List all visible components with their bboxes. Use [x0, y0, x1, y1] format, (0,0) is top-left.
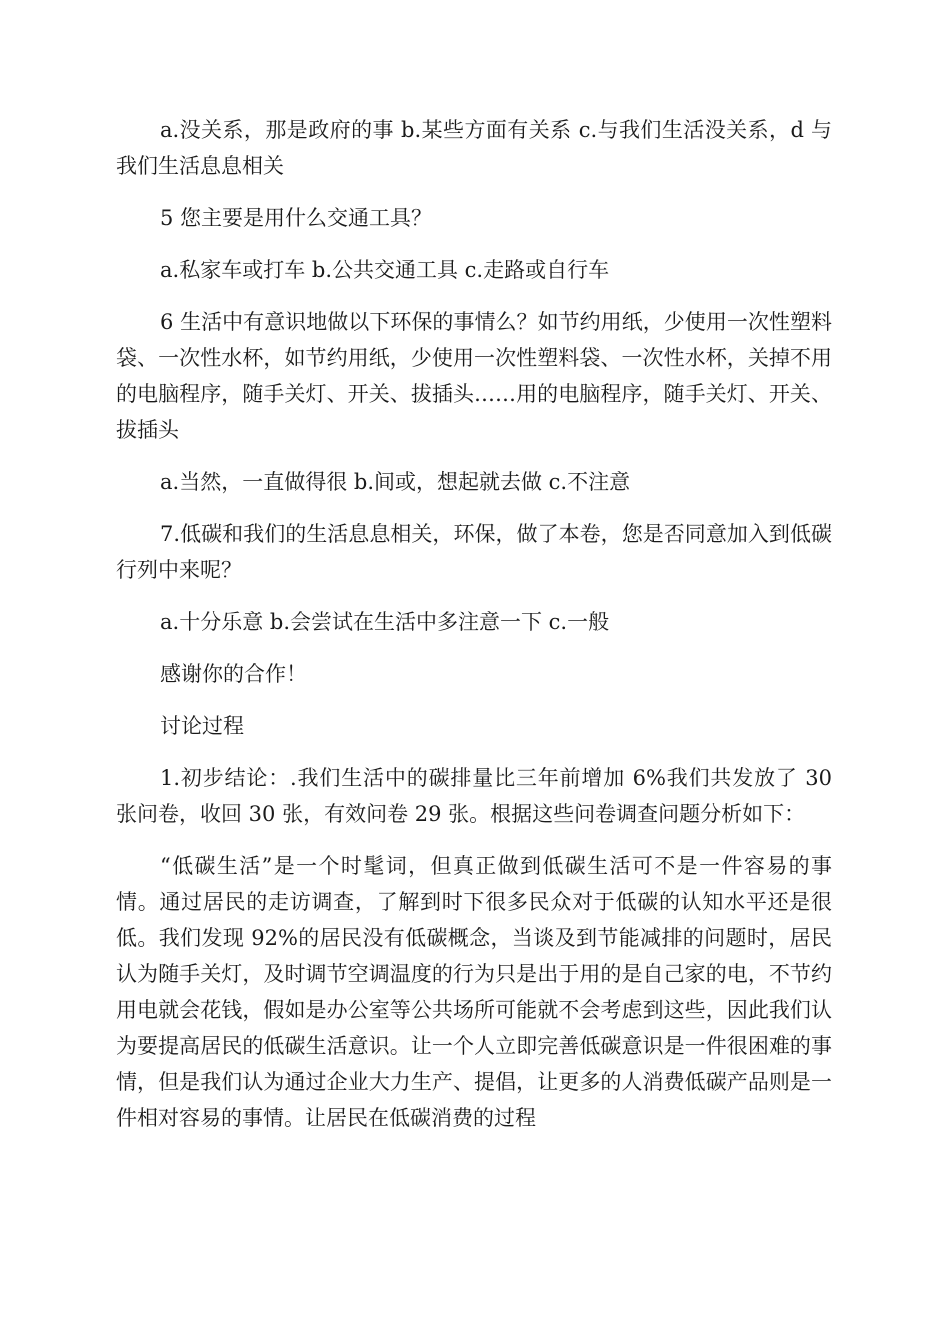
question-6: 6 生活中有意识地做以下环保的事情么？如节约用纸，少使用一次性塑料袋、一次性水杯，如节约用纸，少使用一次性塑料袋、一次性水杯，关掉不用的电脑程序，随手关灯、开关、拔插头……用的电脑程序，随手关灯、开关、拔插头: [116, 310, 832, 442]
question-7-options: a.十分乐意 b.会尝试在生活中多注意一下 c.一般: [160, 610, 610, 634]
preliminary-conclusion: 1.初步结论：.我们生活中的碳排量比三年前增加 6%我们共发放了 30 张问卷，收回 30 张，有效问卷 29 张。根据这些问卷调查问题分析如下：: [116, 766, 832, 826]
question-4-options: a.没关系，那是政府的事 b.某些方面有关系 c.与我们生活没关系，d 与我们生活息息相关: [116, 118, 832, 178]
analysis-paragraph: “低碳生活”是一个时髦词，但真正做到低碳生活可不是一件容易的事情。通过居民的走访调查，了解到时下很多民众对于低碳的认知水平还是很低。我们发现 92%的居民没有低碳概念，当谈及到节能减排的问题时，居民认为随手关灯，及时调节空调温度的行为只是出于用的是自己家的电，不节约用电就会花钱，假如是办公室等公共场所可能就不会考虑到这些，因此我们认为要提高居民的低碳生活意识。让一个人立即完善低碳意识是一件很困难的事情，但是我们认为通过企业大力生产、提倡，让更多的人消费低碳产品则是一件相对容易的事情。让居民在低碳消费的过程: [116, 854, 832, 1130]
section-heading-discussion: 讨论过程: [160, 714, 244, 738]
document-body: [116, 112, 832, 1136]
thanks-line: 感谢你的合作！: [160, 662, 307, 686]
question-5: 5 您主要是用什么交通工具？: [160, 206, 433, 230]
question-5-options: a.私家车或打车 b.公共交通工具 c.走路或自行车: [160, 258, 610, 282]
question-7: 7.低碳和我们的生活息息相关，环保，做了本卷，您是否同意加入到低碳行列中来呢？: [116, 522, 832, 582]
question-6-options: a.当然，一直做得很 b.间或，想起就去做 c.不注意: [160, 470, 631, 494]
